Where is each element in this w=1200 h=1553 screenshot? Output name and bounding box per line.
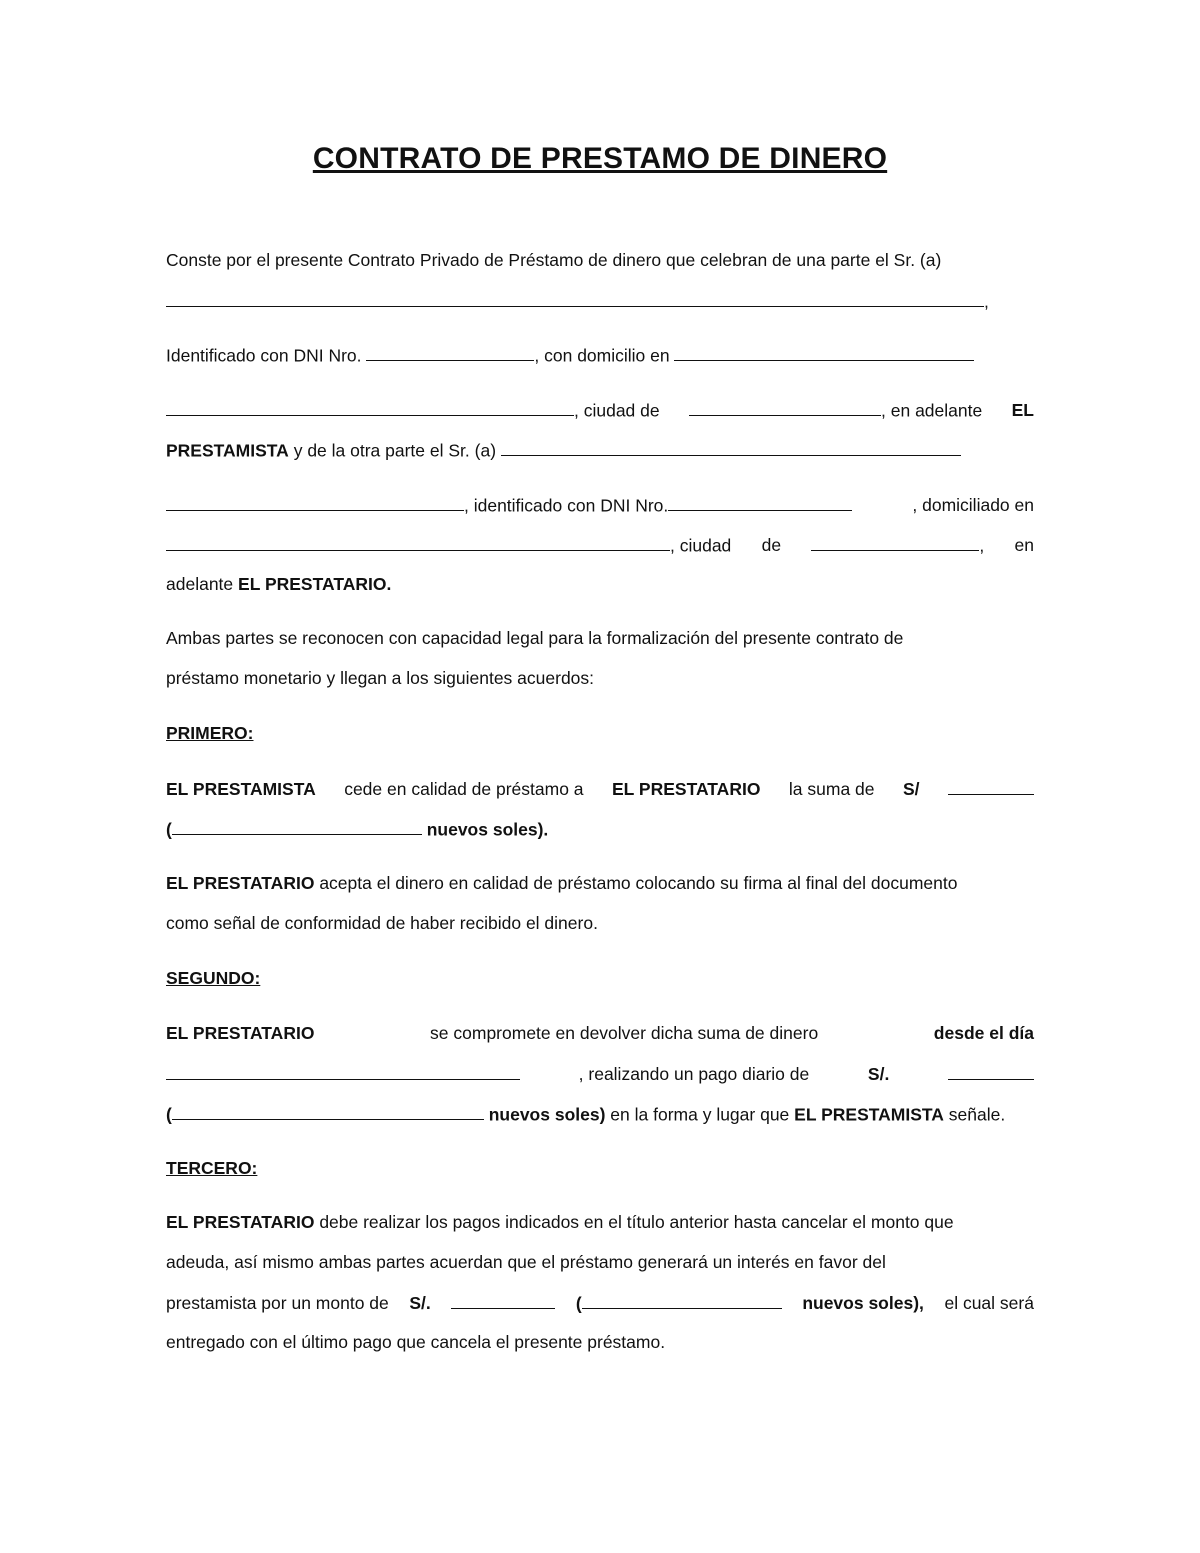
segundo-heading: SEGUNDO: — [166, 968, 261, 988]
tercero-line-3: prestamista por un monto de S/. ( nuevos soles), el cual será — [166, 1282, 1034, 1322]
loan-amount-words-blank[interactable] — [172, 808, 422, 835]
borrower-city-blank[interactable] — [811, 524, 979, 551]
primero-line-4: como señal de conformidad de haber recibido el dinero. — [166, 913, 598, 933]
page-title: CONTRATO DE PRESTAMO DE DINERO — [312, 142, 888, 175]
intro-line-5: PRESTAMISTA y de la otra parte el Sr. (a) — [166, 429, 1034, 469]
interest-amount-blank[interactable] — [451, 1282, 555, 1309]
borrower-name-blank[interactable] — [501, 429, 961, 456]
tercero-line-1: EL PRESTATARIO debe realizar los pagos indicados en el título anterior hasta cancelar el monto que — [166, 1212, 954, 1232]
intro-line-2: , — [166, 280, 1034, 320]
intro-line-6: , identificado con DNI Nro. , domiciliado en — [166, 484, 1034, 524]
intro-line-7: , ciudad de , en — [166, 524, 1034, 564]
daily-payment-blank[interactable] — [948, 1053, 1034, 1080]
segundo-line-1: EL PRESTATARIO se compromete en devolver dicha suma de dinero desde el día — [166, 1023, 1034, 1043]
primero-line-2: ( nuevos soles). — [166, 808, 1034, 848]
tercero-heading: TERCERO: — [166, 1158, 258, 1178]
primero-heading: PRIMERO: — [166, 723, 254, 743]
intro-line-4: , ciudad de , en adelante EL — [166, 389, 1034, 429]
primero-line-3: EL PRESTATARIO acepta el dinero en calidad de préstamo colocando su firma al final del documento — [166, 873, 958, 893]
interest-amount-words-blank[interactable] — [582, 1282, 782, 1309]
lender-address-blank[interactable] — [674, 334, 974, 361]
daily-payment-words-blank[interactable] — [172, 1093, 484, 1120]
lender-city-blank[interactable] — [689, 389, 881, 416]
segundo-line-3: ( nuevos soles) en la forma y lugar que EL PRESTAMISTA señale. — [166, 1093, 1034, 1133]
tercero-line-2: adeuda, así mismo ambas partes acuerdan que el préstamo generará un interés en favor del — [166, 1252, 886, 1272]
intro-line-1 — [166, 240, 1034, 280]
lender-address-blank-2[interactable] — [166, 389, 574, 416]
ambas-line-1: Ambas partes se reconocen con capacidad legal para la formalización del presente contrato de — [166, 628, 904, 648]
start-date-blank[interactable] — [166, 1053, 520, 1080]
lender-name-blank[interactable] — [166, 280, 984, 307]
lender-dni-blank[interactable] — [366, 334, 534, 361]
borrower-name-blank-2[interactable] — [166, 484, 464, 511]
tercero-line-4: entregado con el último pago que cancela el presente préstamo. — [166, 1332, 666, 1352]
intro-line-3: Identificado con DNI Nro. , con domicilio en — [166, 334, 1034, 374]
primero-line-1: EL PRESTAMISTA cede en calidad de préstamo a EL PRESTATARIO la suma de S/ — [166, 768, 1034, 808]
loan-amount-blank[interactable] — [948, 768, 1034, 795]
borrower-dni-blank[interactable] — [668, 484, 852, 511]
intro-text: Conste por el presente Contrato Privado de Préstamo de dinero que celebran de una parte el Sr. (a) — [166, 250, 942, 270]
ambas-line-2: préstamo monetario y llegan a los siguientes acuerdos: — [166, 668, 595, 688]
intro-line-8: adelante EL PRESTATARIO. — [166, 574, 392, 594]
borrower-address-blank[interactable] — [166, 524, 670, 551]
segundo-line-2: , realizando un pago diario de S/. — [166, 1053, 1034, 1093]
